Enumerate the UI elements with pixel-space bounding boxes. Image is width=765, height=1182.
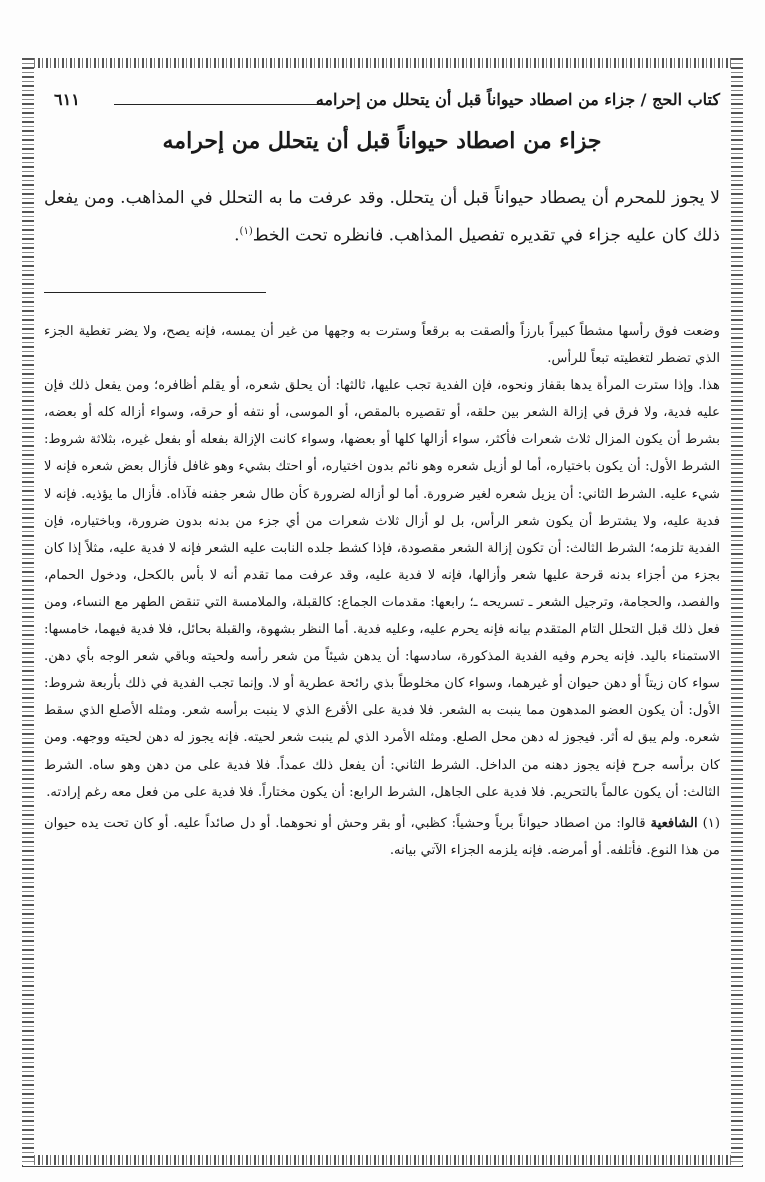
- footnote-marker: (١): [702, 815, 720, 831]
- running-head-rule: [114, 104, 328, 105]
- ornamental-border-bottom: [22, 1155, 743, 1165]
- footnote-text: قالوا: من اصطاد حيواناً برياً وحشياً: كظبي، أو بقر وحش أو نحوهما. أو دل صائداً عليه. أو كان تحت يده حيوان من هذا النوع. فأتلفه. أو أمرضه. فإنه يلزمه الجزاء الآتي بيانه.: [44, 815, 720, 858]
- page-content: [44, 80, 720, 1146]
- footnote-reference: (١): [239, 226, 253, 237]
- running-head: [44, 90, 720, 118]
- ornamental-border-right: [731, 58, 743, 1165]
- note-paragraph-1: وضعت فوق رأسها مشطاً كبيراً بارزاً وألصقت به برقعاً وسترت به وجهها من غير أن يمسه، فإنه يصح، ولا يضر تغطية الجزء الذي تضطر لتغطيته تبعاً للرأس.: [44, 324, 720, 367]
- footnote-1: [44, 810, 720, 864]
- footnote-school: الشافعية: [650, 815, 698, 831]
- main-text: [44, 182, 720, 253]
- footnotes-area: [44, 318, 720, 864]
- page-number: ٦١١: [54, 90, 80, 109]
- main-text-end: .: [234, 225, 240, 246]
- ornamental-border-left: [22, 58, 34, 1165]
- note-paragraph-2: هذا. وإذا سترت المرأة يدها بقفاز ونحوه، فإن الفدية تجب عليها، ثالثها: أن يحلق شعره، أو يقلم أظافره؛ ومن يفعل ذلك فإن عليه فدية، ولا فرق في إزالة الشعر بين حلقه، أو تقصيره بالمقص، أو الموسى، أو نتفه أو حرقه، وسواء أزاله كله أو بعضه، بشرط أن يكون المزال ثلاث شعرات فأكثر، سواء أزالها كلها أو بعضها، وسواء كانت الإزالة بفعله أو بفعل غيره، بثلاثة شروط: الشرط الأول: أن يكون باختياره، أما لو أزيل شعره وهو نائم بدون اختياره، أو احتك بشيء وهو غافل فأزال بعض شعره فإنه لا شيء عليه. الشرط الثاني: أن يزيل شعره لغير ضرورة. أما لو أزاله لضرورة كأن طال شعر جفنه فآذاه. فأزال ما يؤذيه. فإنه لا فدية عليه، ولا يشترط أن يكون شعر الرأس، بل لو أزال ثلاث شعرات من أي جزء من بدنه بدون ضرورة، وباختياره، فإن الفدية تلزمه؛ الشرط الثالث: أن تكون إزالة الشعر مقصودة، فإذا كشط جلده النابت عليه الشعر فإنه لا فدية عليه، مثلاً إذا كان بجزء من أجزاء بدنه قرحة عليها شعر وأزالها، فإنه لا فدية عليه، وقد عرفت مما تقدم أنه لا بأس بالكحل، ودخول الحمام، والفصد، والحجامة، وترجيل الشعر ـ تسريحه ـ؛ رابعها: مقدمات الجماع: كالقبلة، والملامسة التي تنقض الطهر مع النساء، ومن فعل ذلك قبل التحلل التام المتقدم بيانه فإنه يحرم عليه، وعليه فدية. أما النظر بشهوة، والقبلة بحائل، فلا فدية فيهما، خامسها: الاستمناء باليد. فإنه يحرم وفيه الفدية المذكورة، سادسها: أن يدهن شيئاً من شعر رأسه ولحيته وباقي شعر الوجه بأي دهن. سواء كان زيتاً أو دهن حيوان أو غيرهما، وسواء كان مخلوطاً بذي رائحة عطرية أو لا. وإنما تجب الفدية في ذلك بأربعة شروط: الأول: أن يكون العضو المدهون مما ينبت به الشعر. فلا فدية على الأقرع الذي لا ينبت برأسه شعر. ومثله الأصلع الذي سقط شعره. ولم يبق له أثر. فيجوز له دهن محل الصلع. ومثله الأمرد الذي لم ينبت شعر لحيته. فإنه يجوز له دهن لحيته ووجهه. ومن كان برأسه جرح فإنه يجوز دهنه من الداخل. الشرط الثاني: أن يفعل ذلك عمداً. فلا فدية على من دهن وهو ساه. الشرط الثالث: أن يكون عالماً بالتحريم. فلا فدية على الجاهل، الشرط الرابع: أن يكون مختاراً. فلا فدية على من فعل معه رغم إرادته.: [44, 378, 720, 800]
- ornamental-border-top: [22, 58, 743, 68]
- section-heading: جزاء من اصطاد حيواناً قبل أن يتحلل من إحرامه: [162, 128, 602, 154]
- running-head-title: كتاب الحج / جزاء من اصطاد حيواناً قبل أن يتحلل من إحرامه: [315, 90, 720, 109]
- footnote-separator: [44, 292, 266, 293]
- main-paragraph: لا يجوز للمحرم أن يصطاد حيواناً قبل أن يتحلل. وقد عرفت ما به التحلل في المذاهب. ومن يفعل ذلك كان عليه جزاء في تقديره تفصيل المذاهب. فانظره تحت الخط: [44, 188, 720, 246]
